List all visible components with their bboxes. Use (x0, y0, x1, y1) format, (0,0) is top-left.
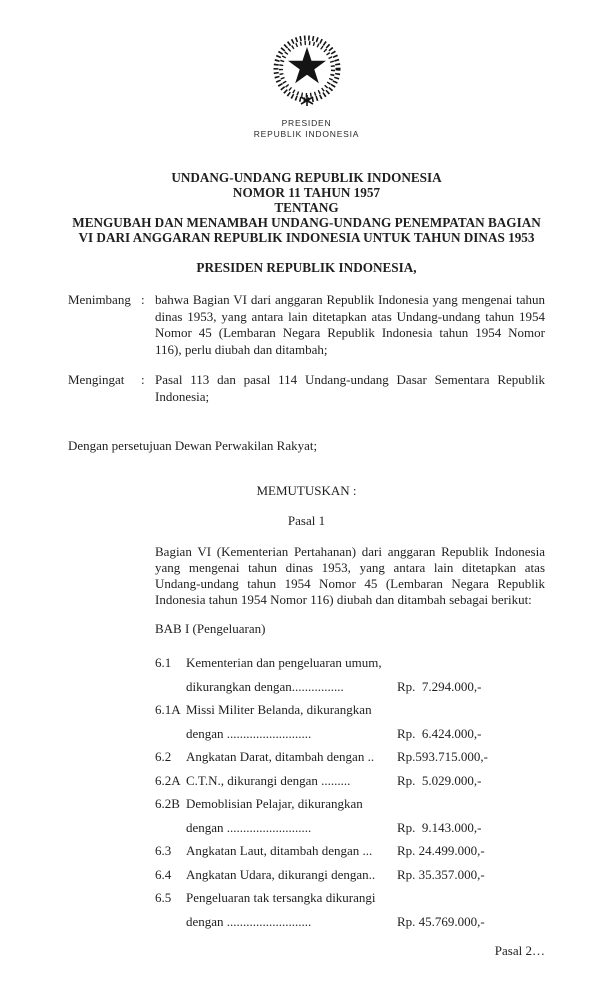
budget-item-6-1 (155, 651, 545, 698)
item-number: 6.3 (155, 843, 172, 859)
item-number: 6.1 (155, 655, 172, 671)
item-amount: Rp. 6.424.000,- (397, 725, 482, 741)
consideration-text: Pasal 113 dan pasal 114 Undang-undang Dasar Sementara Republik Indonesia; (155, 372, 545, 404)
item-description: C.T.N., dikurangi dengan ......... (186, 772, 351, 788)
memutuskan-heading: MEMUTUSKAN : (256, 482, 357, 498)
seal-caption-line2: REPUBLIK INDONESIA (253, 129, 360, 139)
document-title (68, 170, 545, 245)
star-wreath-icon (267, 33, 347, 109)
item-description: Demoblisian Pelajar, dikurangkan dengan .......................... (186, 796, 363, 835)
budget-item-6-3 (155, 839, 545, 863)
seal-caption-line1: PRESIDEN (281, 118, 332, 128)
item-amount: Rp. 5.029.000,- (397, 772, 482, 788)
title-line-1: UNDANG-UNDANG REPUBLIK INDONESIA (171, 170, 442, 185)
budget-item-6-2a (155, 769, 545, 793)
consideration-label: Mengingat (68, 372, 125, 387)
pasal-1-paragraph: Bagian VI (Kementerian Pertahanan) dari anggaran Republik Indonesia yang mengenai tahun dinas 1953, yang antara lain ditetapkan atas Undang-undang tahun 1954 Nomor 45 (Lembaran Negara Republik Indonesia tahun 1954 Nomor 116) diubah dan ditambah sebagai berikut: (155, 543, 545, 608)
item-amount: Rp. 24.499.000,- (397, 843, 485, 859)
consideration-text: bahwa Bagian VI dari anggaran Republik Indonesia yang mengenai tahun dinas 1953, yang antara lain ditetapkan atas Undang-undang tahun 1954 Nomor 45 (Lembaran Negara Republik Indonesia tahun 1954 Nomor 116), perlu diubah dan ditambah; (155, 292, 545, 357)
title-line-4: MENGUBAH DAN MENAMBAH UNDANG-UNDANG PENEMPATAN BAGIAN (72, 215, 541, 230)
consideration-mengingat (68, 372, 545, 405)
agreement-line: Dengan persetujuan Dewan Perwakilan Rakyat; (68, 438, 318, 453)
item-amount: Rp. 45.769.000,- (397, 913, 485, 929)
budget-item-6-5 (155, 886, 545, 933)
item-number: 6.2A (155, 772, 181, 788)
item-amount: Rp. 7.294.000,- (397, 678, 482, 694)
title-line-2: NOMOR 11 TAHUN 1957 (232, 185, 381, 200)
bab-1-heading: BAB I (Pengeluaran) (155, 620, 266, 636)
item-amount: Rp.593.715.000,- (397, 749, 488, 765)
budget-item-6-2 (155, 745, 545, 769)
consideration-colon: : (141, 292, 145, 307)
item-number: 6.4 (155, 866, 172, 882)
presidential-seal (68, 33, 545, 140)
item-description: Angkatan Darat, ditambah dengan .. (186, 749, 375, 765)
footer-pasal-2: Pasal 2… (494, 943, 545, 959)
title-line-3: TENTANG (274, 200, 339, 215)
item-description: Kementerian dan pengeluaran umum, dikurangkan dengan................ (186, 655, 382, 694)
item-description: Pengeluaran tak tersangka dikurangi dengan .......................... (186, 890, 376, 929)
consideration-colon: : (141, 372, 145, 387)
item-description: Angkatan Laut, ditambah dengan ... (186, 843, 373, 859)
pasal-1-heading: Pasal 1 (287, 513, 326, 528)
president-heading: PRESIDEN REPUBLIK INDONESIA, (196, 260, 417, 275)
item-amount: Rp. 9.143.000,- (397, 819, 482, 835)
item-number: 6.2 (155, 749, 172, 765)
item-amount: Rp. 35.357.000,- (397, 866, 485, 882)
item-number: 6.5 (155, 890, 172, 906)
budget-item-6-1a (155, 698, 545, 745)
title-line-5: VI DARI ANGGARAN REPUBLIK INDONESIA UNTUK TAHUN DINAS 1953 (78, 230, 535, 245)
item-number: 6.2B (155, 796, 180, 812)
item-description: Angkatan Udara, dikurangi dengan.. (186, 866, 376, 882)
budget-item-6-2b (155, 792, 545, 839)
consideration-menimbang (68, 292, 545, 358)
item-number: 6.1A (155, 702, 181, 718)
item-description: Missi Militer Belanda, dikurangkan dengan .......................... (186, 702, 372, 741)
budget-item-6-4 (155, 863, 545, 887)
consideration-label: Menimbang (68, 292, 131, 307)
budget-items-list (155, 651, 545, 933)
